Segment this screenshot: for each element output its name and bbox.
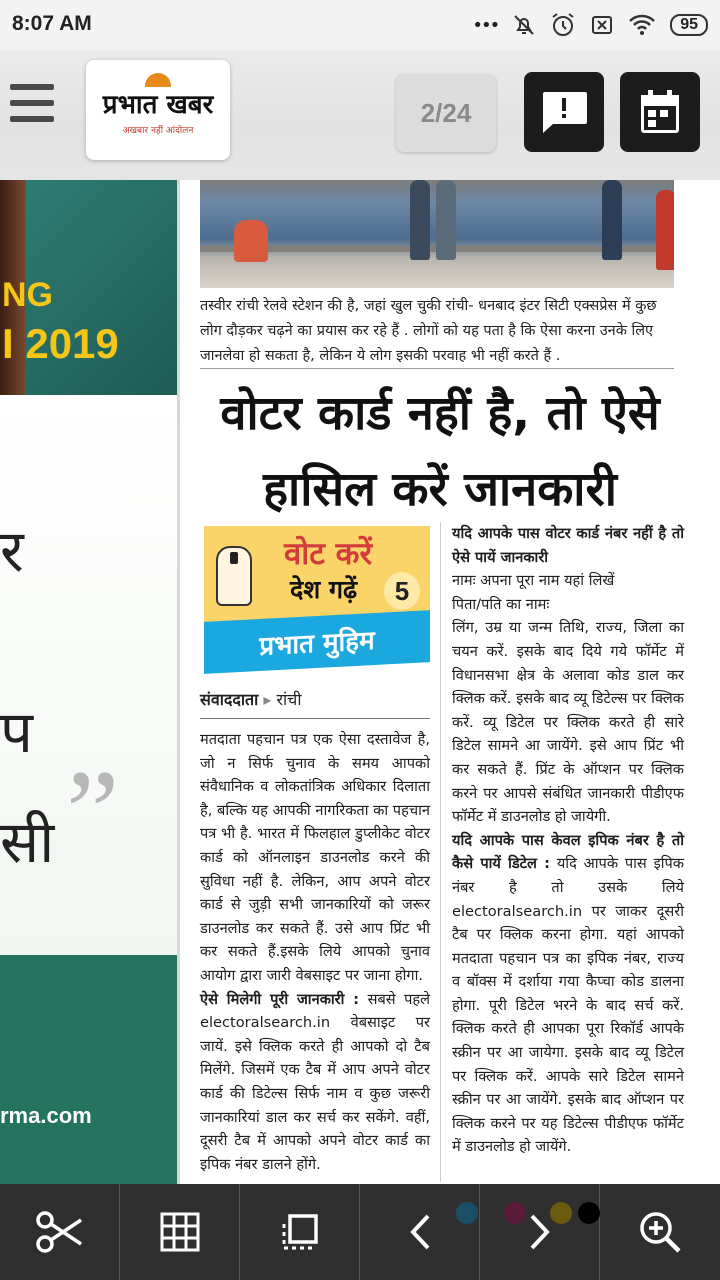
paragraph [452, 829, 684, 1159]
color-dot [456, 1202, 478, 1224]
article-column-left [200, 728, 430, 1176]
ad-text-line: प [0, 698, 33, 766]
campaign-label: प्रभात मुहिम [259, 625, 375, 663]
next-page-button[interactable] [480, 1184, 600, 1280]
status-bar [0, 0, 720, 50]
select-area-icon [280, 1212, 320, 1252]
page-counter[interactable]: 2/24 [396, 74, 496, 152]
photo-person [602, 180, 622, 260]
photo-person [656, 190, 674, 270]
more-dots-icon: ••• [472, 14, 499, 36]
ad-banner-top [0, 180, 177, 395]
status-icons [472, 10, 708, 40]
campaign-badge [204, 526, 430, 672]
scissors-icon [35, 1210, 85, 1254]
byline-author: संवाददाता [200, 690, 259, 709]
ad-text-line: र [0, 517, 24, 585]
color-dot [504, 1202, 526, 1224]
bottom-toolbar [0, 1184, 720, 1280]
battery-icon: 95 [670, 14, 708, 36]
paragraph: मतदाता पहचान पत्र एक ऐसा दस्तावेज है, जो न सिर्फ चुनाव के समय आपको संवैधानिक व लोकतांत्रिक अधिकार दिलाता है, बल्कि यह आपकी नागरिकता का पहचान पत्र भी है. भारत में फिलहाल डुप्लीकेट वोटर कार्ड को ऑनलाइन डाउनलोड करने की सुविधा नहीं है. लेकिन, आप अपने वोटर कार्ड से जुड़ी सभी जानकारियों को जरूर डाउनलोड कर सकते हैं. उसे आप प्रिंट भी कर सकते हैं.इसके लिये आपको चुनाव आयोग द्वारा जारी वेबसाइट पर जाना होगा. [200, 731, 430, 984]
ad-year: I 2019 [2, 320, 119, 367]
color-dot [550, 1202, 572, 1224]
campaign-banner [204, 526, 430, 622]
subheading: ऐसे मिलेगी पूरी जानकारी : [200, 990, 360, 1008]
app-toolbar [0, 50, 720, 180]
paragraph: लिंग, उम्र या जन्म तिथि, राज्य, जिला का चयन करें. इसके बाद दिये गये फॉर्मेट में विधानसभा क्षेत्र के अलावा कोड डाल कर क्लिक करें. इसके बाद व्यू डिटेल्स पर क्लिक करें. व्यू डिटेल पर क्लिक करते ही सारे डिटेल सामने आ जायेंगे. इसे आप प्रिंट भी कर सकते हैं. प्रिंट के ऑप्शन पर क्लिक करने पर आपसे संबंधित जानकारी पीडीएफ फॉर्मेट में डाउनलोड हो जायेगी. [452, 619, 684, 826]
subheading: यदि आपके पास वोटर कार्ड नंबर नहीं है तो ऐसे पायें जानकारी [452, 525, 684, 566]
ad-text-line: सी [0, 808, 55, 876]
grid-icon [160, 1212, 200, 1252]
column-divider [177, 180, 180, 1184]
byline-place: रांची [276, 690, 302, 709]
prev-page-icon [408, 1212, 432, 1252]
advertisement[interactable] [0, 180, 177, 1184]
divider [200, 718, 430, 719]
paragraph [200, 988, 430, 1177]
color-dot [578, 1202, 600, 1224]
inked-finger-icon [216, 546, 252, 606]
paragraph-text: सबसे पहले electoralsearch.in वेबसाइट पर जायें. इसे क्लिक करते ही आपको दो टैब मिलेंगे. जिसमें एक टैब में आप अपने वोटर कार्ड की डिटेल्स सिर्फ नाम व कुछ जरूरी जानकारियां डाल कर सर्च कर सकेंगे. वहीं, दूसरी टैब में आपको अपने वोटर कार्ड का इपिक नंबर डालने होंगे. [200, 990, 431, 1173]
calendar-button[interactable] [620, 72, 700, 152]
campaign-subtitle: देश गढ़ें [290, 575, 358, 604]
close-box-icon [590, 13, 614, 37]
ad-banner-bottom [0, 955, 177, 1184]
campaign-title: वोट करें [284, 536, 373, 572]
clip-button[interactable] [0, 1184, 120, 1280]
quote-mark: ” [66, 745, 120, 878]
zoom-in-icon [638, 1210, 682, 1254]
feedback-icon [539, 89, 589, 135]
ad-text: NG [2, 276, 53, 314]
column-divider [440, 522, 441, 1182]
grid-view-button[interactable] [120, 1184, 240, 1280]
paragraph-text: यदि आपके पास इपिक नंबर है तो उसके लिये electoralsearch.in पर जाकर दूसरी टैब पर क्लिक करना होगा. यहां आपको मतदाता पहचान पत्र का इपिक नंबर, राज्य व बॉक्स में दर्शाया गया कैप्चा कोड डालना होगा. पूरी डिटेल भरने के बाद सर्च करें. क्लिक करते ही आपका पूरा रिकॉर्ड आपके स्क्रीन पर आ जायेगा. इसके बाद व्यू डिटेल पर क्लिक करें. आपके सारे डिटेल सामने स्क्रीन पर आ जायेंगे. इसके बाद ऑप्शन पर क्लिक करने पर यह डिटेल्स पीडीएफ फॉर्मेट में डाउनलोड हो जायेंगे. [452, 855, 685, 1156]
article-column-right [452, 522, 684, 1159]
campaign-number: 5 [384, 572, 420, 610]
article-headline: वोटर कार्ड नहीं है, तो ऐसे हासिल करें जानकारी [220, 386, 660, 517]
photo-person [410, 180, 430, 260]
article-photo [200, 180, 674, 288]
logo-tagline: अखबार नहीं आंदोलन [122, 125, 194, 136]
alarm-icon [550, 12, 576, 38]
feedback-button[interactable] [524, 72, 604, 152]
wifi-icon [628, 13, 656, 37]
photo-vendor [234, 220, 268, 262]
byline-arrow-icon: ▸ [263, 690, 272, 709]
mute-bell-icon [512, 13, 536, 37]
newspaper-page[interactable] [0, 180, 720, 1184]
menu-icon[interactable] [10, 84, 54, 122]
photo-caption: तस्वीर रांची रेलवे स्टेशन की है, जहां खुल चुकी रांची- धनबाद इंटर सिटी एक्सप्रेस में कुछ लोग दौड़कर चढ़ने का प्रयास कर रहे हैं . लोगों को यह पता है कि ऐसा करना उनके लिए जानलेवा हो सकता है, लेकिन ये लोग इसकी परवाह भी नहीं करते हैं . [200, 298, 657, 364]
status-time: 8:07 AM [12, 12, 92, 35]
previous-page-button[interactable] [360, 1184, 480, 1280]
article [190, 180, 690, 1184]
subheading: यदि आपके पास केवल इपिक नंबर है तो कैसे पायें डिटेल : [452, 831, 684, 873]
campaign-label-strip [204, 610, 430, 674]
divider [200, 368, 674, 369]
photo-person [436, 180, 456, 260]
next-page-icon [528, 1212, 552, 1252]
ad-website: rma.com [0, 1103, 92, 1128]
zoom-in-button[interactable] [600, 1184, 720, 1280]
form-line: पिता/पति का नामः [452, 595, 550, 613]
logo-name: प्रभात खबर [103, 85, 213, 121]
select-area-button[interactable] [240, 1184, 360, 1280]
newspaper-logo[interactable] [86, 60, 230, 160]
byline [200, 688, 430, 710]
form-line: नामः अपना पूरा नाम यहां लिखें [452, 572, 615, 590]
calendar-icon [638, 88, 682, 136]
